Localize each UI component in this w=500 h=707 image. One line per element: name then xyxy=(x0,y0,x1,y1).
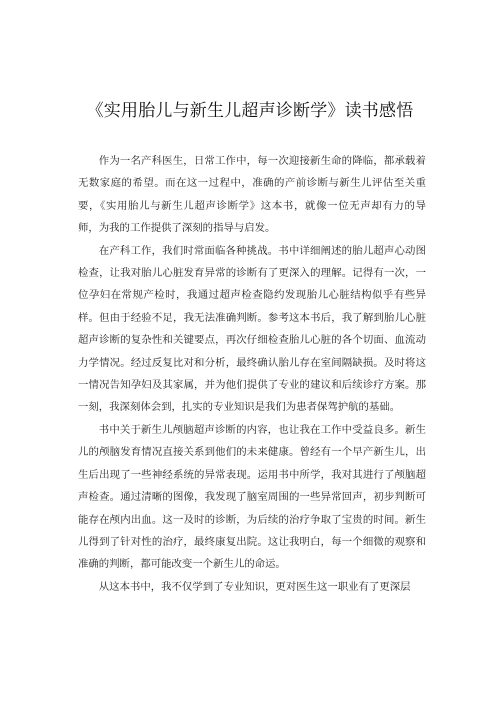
paragraph-2: 在产科工作，我们时常面临各种挑战。书中详细阐述的胎儿超声心动图检查，让我对胎儿心脏发育异常的诊断有了更深入的理解。记得有一次，一位孕妇在常规产检时，我通过超声检查隐约发现胎儿心脏结构似乎有些异样。但由于经验不足，我无法准确判断。参考这本书后，我了解到胎儿心脏超声诊断的复杂性和关键要点，再次仔细检查胎儿心脏的各个切面、血流动力学情况。经过反复比对和分析，最终确认胎儿存在室间隔缺损。及时将这一情况告知孕妇及其家属，并为他们提供了专业的建议和后续诊疗方案。那一刻，我深刻体会到，扎实的专业知识是我们为患者保驾护航的基础。 xyxy=(78,244,426,414)
paragraph-3: 书中关于新生儿颅脑超声诊断的内容，也让我在工作中受益良多。新生儿的颅脑发育情况直接关系到他们的未来健康。曾经有一个早产新生儿，出生后出现了一些神经系统的异常表现。运用书中所学，我对其进行了颅脑超声检查。通过清晰的图像，我发现了脑室周围的一些异常回声，初步判断可能存在颅内出血。这一及时的诊断，为后续的治疗争取了宝贵的时间。新生儿得到了针对性的治疗，最终康复出院。这让我明白，每一个细微的观察和准确的判断，都可能改变一个新生儿的命运。 xyxy=(78,423,426,571)
paragraph-1: 作为一名产科医生，日常工作中，每一次迎接新生命的降临，都承载着无数家庭的希望。而在这一过程中，准确的产前诊断与新生儿评估至关重要，《实用胎儿与新生儿超声诊断学》这本书，就像一位无声却有力的导师，为我的工作提供了深刻的指导与启发。 xyxy=(78,155,426,235)
paragraph-4: 从这本书中，我不仅学到了专业知识，更对医生这一职业有了更深层 xyxy=(98,580,411,593)
document-body xyxy=(78,150,426,598)
document-title: 《实用胎儿与新生儿超声诊断学》读书感悟 xyxy=(86,101,414,121)
